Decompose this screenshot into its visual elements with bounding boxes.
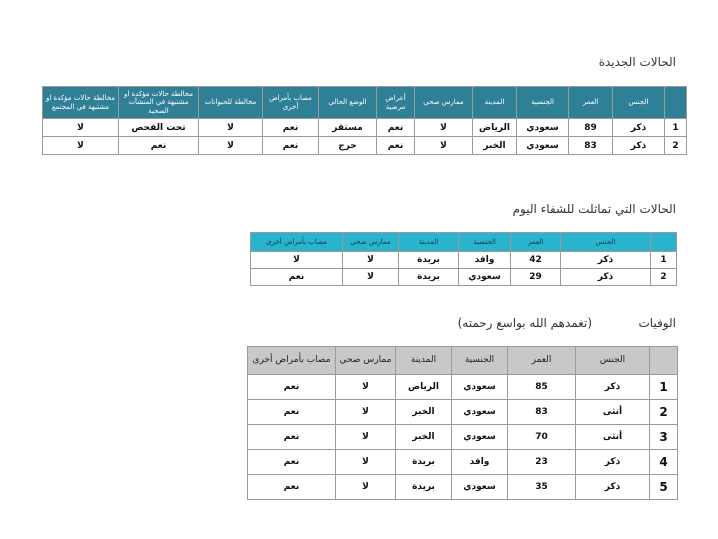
table-cell: 85: [508, 375, 576, 400]
row-number: 2: [651, 269, 677, 286]
table-cell: لا: [199, 119, 263, 137]
deaths-prayer: (تغمدهم الله بواسع رحمته): [457, 316, 592, 330]
table-cell: نعم: [119, 137, 199, 155]
table-cell: 83: [569, 137, 613, 155]
column-header: [665, 87, 687, 119]
column-header: العمر: [569, 87, 613, 119]
new-cases-title: الحالات الجديدة: [598, 55, 676, 69]
table-cell: ذكر: [576, 475, 650, 500]
column-header: ممارس صحي: [415, 87, 473, 119]
table-cell: لا: [415, 137, 473, 155]
deaths-title: الوفيات: [638, 316, 676, 330]
column-header: مخالطة للحيوانات: [199, 87, 263, 119]
table-row: [248, 400, 678, 425]
table-cell: 42: [511, 252, 561, 269]
table-cell: أنثى: [576, 400, 650, 425]
table-row: [248, 425, 678, 450]
column-header: الجنس: [576, 347, 650, 375]
column-header: الجنسية: [452, 347, 508, 375]
table-cell: لا: [251, 252, 343, 269]
table-cell: الخبر: [473, 137, 517, 155]
table-cell: ذكر: [613, 137, 665, 155]
table-cell: نعم: [263, 119, 319, 137]
table-cell: لا: [336, 450, 396, 475]
table-cell: بريدة: [399, 252, 459, 269]
table-cell: ذكر: [576, 375, 650, 400]
table-cell: 29: [511, 269, 561, 286]
column-header: العمر: [511, 233, 561, 252]
table-cell: 70: [508, 425, 576, 450]
column-header: الجنس: [613, 87, 665, 119]
table-cell: سعودي: [452, 475, 508, 500]
table-cell: الخبر: [396, 400, 452, 425]
column-header: المدينة: [396, 347, 452, 375]
column-header: مخالطة حالات مؤكدة او مشتبهة في المجتمع: [43, 87, 119, 119]
deaths-table: [247, 346, 678, 500]
table-row: [248, 475, 678, 500]
column-header: الوضع الحالي: [319, 87, 377, 119]
table-cell: لا: [343, 252, 399, 269]
table-cell: لا: [336, 375, 396, 400]
table-cell: سعودي: [452, 400, 508, 425]
column-header: [651, 233, 677, 252]
table-cell: لا: [415, 119, 473, 137]
table-cell: سعودي: [452, 425, 508, 450]
column-header: ممارس صحي: [343, 233, 399, 252]
column-header: الجنسية: [459, 233, 511, 252]
table-cell: مستقر: [319, 119, 377, 137]
table-cell: نعم: [248, 450, 336, 475]
table-cell: سعودي: [517, 137, 569, 155]
column-header: الجنس: [561, 233, 651, 252]
table-header-row: [248, 347, 678, 375]
table-cell: تحت الفحص: [119, 119, 199, 137]
table-cell: نعم: [377, 137, 415, 155]
table-cell: نعم: [248, 400, 336, 425]
table-cell: الرياض: [396, 375, 452, 400]
table-cell: 89: [569, 119, 613, 137]
table-row: [248, 450, 678, 475]
table-cell: ذكر: [561, 252, 651, 269]
row-number: 4: [650, 450, 678, 475]
table-cell: ذكر: [613, 119, 665, 137]
table-cell: سعودي: [459, 269, 511, 286]
table-cell: 35: [508, 475, 576, 500]
column-header: الجنسية: [517, 87, 569, 119]
table-cell: لا: [336, 400, 396, 425]
table-cell: نعم: [248, 375, 336, 400]
table-cell: بريدة: [396, 475, 452, 500]
table-cell: 83: [508, 400, 576, 425]
table-cell: ذكر: [561, 269, 651, 286]
table-cell: لا: [43, 137, 119, 155]
table-cell: بريدة: [396, 450, 452, 475]
table-cell: الرياض: [473, 119, 517, 137]
table-header-row: [251, 233, 677, 252]
table-cell: حرج: [319, 137, 377, 155]
column-header: العمر: [508, 347, 576, 375]
column-header: مصاب بأمراض أخرى: [248, 347, 336, 375]
column-header: مخالطة حالات مؤكدة او مشتبهة في المنشآت الصحية: [119, 87, 199, 119]
table-cell: لا: [336, 475, 396, 500]
column-header: المدينة: [473, 87, 517, 119]
table-cell: سعودي: [517, 119, 569, 137]
row-number: 1: [651, 252, 677, 269]
table-cell: الخبر: [396, 425, 452, 450]
column-header: المدينة: [399, 233, 459, 252]
table-cell: لا: [336, 425, 396, 450]
table-cell: نعم: [263, 137, 319, 155]
table-row: [43, 137, 687, 155]
column-header: مصاب بأمراض أخرى: [263, 87, 319, 119]
row-number: 1: [665, 119, 687, 137]
column-header: ممارس صحي: [336, 347, 396, 375]
table-row: [43, 119, 687, 137]
table-row: [251, 269, 677, 286]
column-header: مصاب بأمراض أخرى: [251, 233, 343, 252]
table-cell: بريدة: [399, 269, 459, 286]
table-row: [251, 252, 677, 269]
table-cell: نعم: [248, 475, 336, 500]
recovered-title: الحالات التي تماثلت للشفاء اليوم: [512, 202, 676, 216]
row-number: 1: [650, 375, 678, 400]
row-number: 2: [665, 137, 687, 155]
table-cell: لا: [43, 119, 119, 137]
table-cell: نعم: [377, 119, 415, 137]
table-cell: 23: [508, 450, 576, 475]
new-cases-table: [42, 86, 687, 155]
recovered-table: [250, 232, 677, 286]
table-cell: وافد: [452, 450, 508, 475]
table-cell: أنثى: [576, 425, 650, 450]
table-cell: وافد: [459, 252, 511, 269]
row-number: 2: [650, 400, 678, 425]
table-cell: ذكر: [576, 450, 650, 475]
table-cell: نعم: [251, 269, 343, 286]
table-row: [248, 375, 678, 400]
row-number: 5: [650, 475, 678, 500]
row-number: 3: [650, 425, 678, 450]
table-cell: سعودي: [452, 375, 508, 400]
table-header-row: [43, 87, 687, 119]
column-header: [650, 347, 678, 375]
table-cell: نعم: [248, 425, 336, 450]
table-cell: لا: [343, 269, 399, 286]
table-cell: لا: [199, 137, 263, 155]
column-header: أعراض مرضية: [377, 87, 415, 119]
